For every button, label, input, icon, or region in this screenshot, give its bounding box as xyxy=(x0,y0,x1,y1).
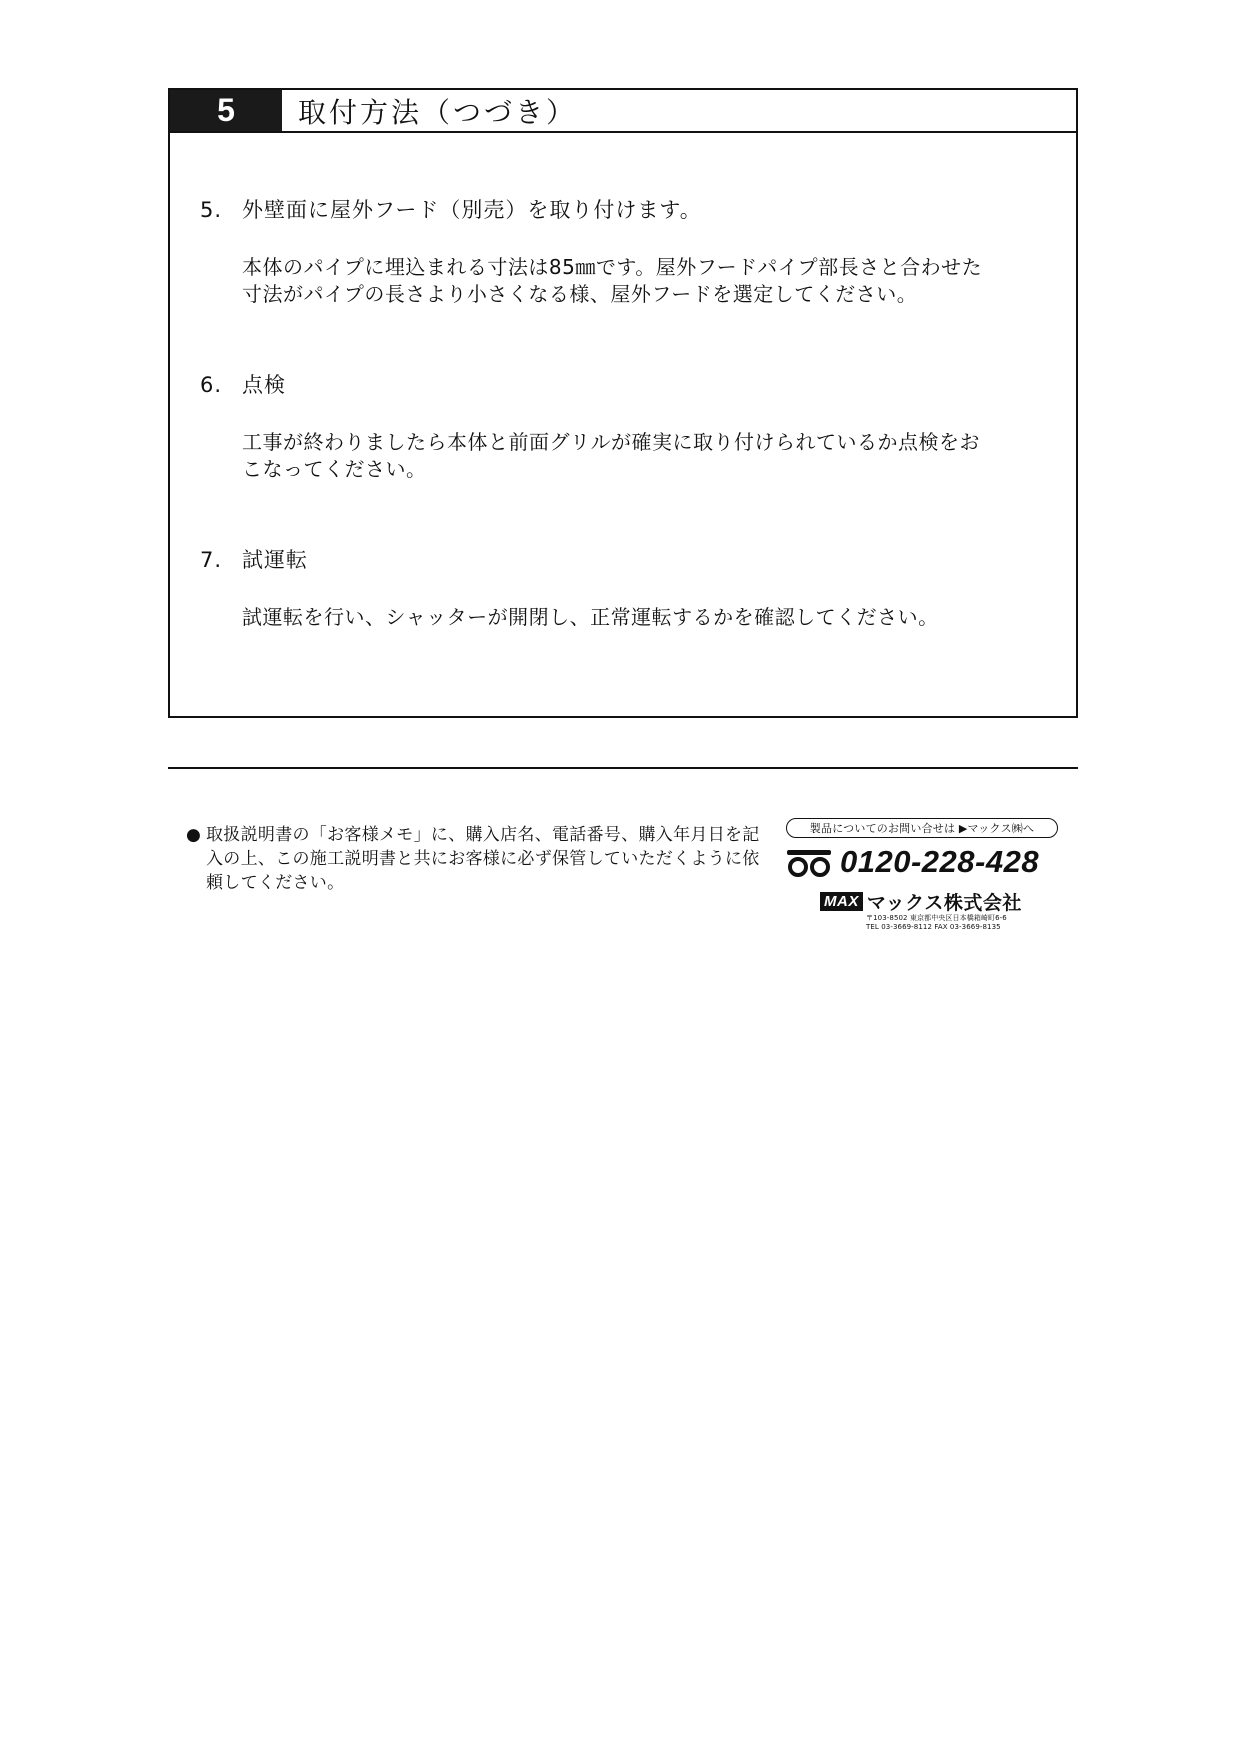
step-7 xyxy=(200,544,1030,631)
step-5 xyxy=(200,194,1030,308)
step-number: 5. xyxy=(200,198,223,222)
footer-note xyxy=(186,823,772,895)
step-number: 7. xyxy=(200,548,223,572)
step-body-line: こなってください。 xyxy=(242,457,427,481)
step-body-line: 工事が終わりましたら本体と前面グリルが確実に取り付けられているか点検をお xyxy=(242,430,980,454)
step-body xyxy=(242,429,1030,483)
step-heading xyxy=(200,194,1030,224)
address-line: 〒103-8502 東京都中央区日本橋箱崎町6-6 xyxy=(866,914,1007,922)
divider-line xyxy=(168,767,1078,769)
footer-note-text: 取扱説明書の「お客様メモ」に、購入店名、電話番号、購入年月日を記入の上、この施工説明書と共にお客様に必ず保管していただくように依頼してください。 xyxy=(206,825,760,893)
section-number: 5 xyxy=(170,90,282,131)
step-title: 試運転 xyxy=(242,548,308,572)
step-title: 点検 xyxy=(242,373,286,397)
step-body xyxy=(242,254,1030,308)
max-logo: MAX xyxy=(820,892,863,911)
step-body-line: 本体のパイプに埋込まれる寸法は85㎜です。屋外フードパイプ部長さと合わせた xyxy=(242,255,983,279)
company-address xyxy=(866,914,1007,932)
bullet-icon: ● xyxy=(186,825,202,845)
section-box xyxy=(168,88,1078,718)
step-title: 外壁面に屋外フード（別売）を取り付けます。 xyxy=(242,198,702,222)
tel-fax-line: TEL 03-3669-8112 FAX 03-3669-8135 xyxy=(866,923,1001,931)
inquiry-label: 製品についてのお問い合せは ▶マックス㈱へ xyxy=(786,818,1058,838)
contact-block xyxy=(786,818,1068,938)
company-row xyxy=(820,889,1022,913)
company-name: マックス株式会社 xyxy=(866,891,1022,914)
phone-number: 0120-228-428 xyxy=(840,844,1040,879)
step-number: 6. xyxy=(200,373,223,397)
step-6 xyxy=(200,369,1030,483)
step-body-line: 試運転を行い、シャッターが開閉し、正常運転するかを確認してください。 xyxy=(242,605,939,629)
step-body-line: 寸法がパイプの長さより小さくなる様、屋外フードを選定してください。 xyxy=(242,282,918,306)
step-body xyxy=(242,604,1030,631)
free-dial-icon xyxy=(786,848,832,878)
step-heading xyxy=(200,369,1030,399)
section-header xyxy=(170,90,1076,133)
section-title: 取付方法（つづき） xyxy=(298,95,578,129)
step-heading xyxy=(200,544,1030,574)
